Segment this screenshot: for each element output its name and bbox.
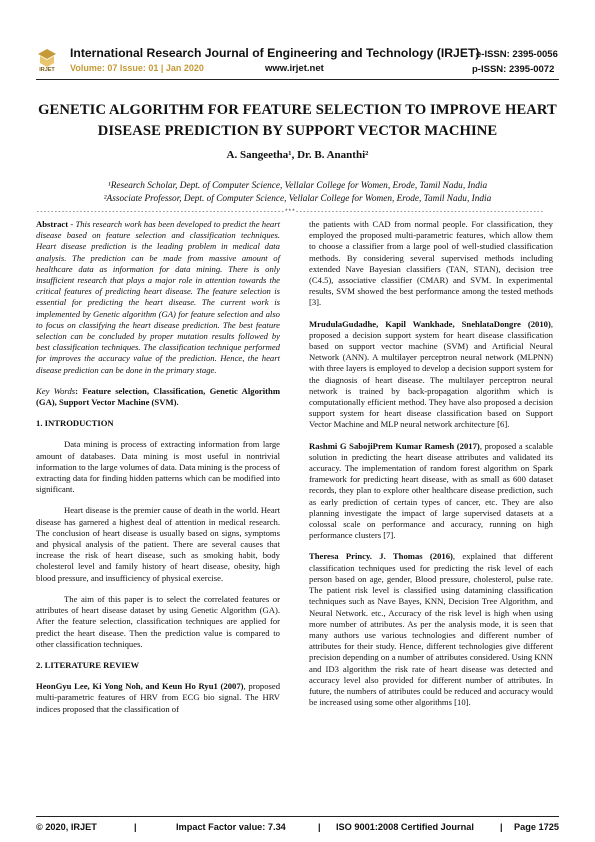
literature-item-3: Rashmi G SabojiPrem Kumar Ramesh (2017), proposed a scalable solution in predicting the heart disease attributes and validated its accuracy. The implementation of random forest algorithm on Spark framework for predicting heart disease, with as small as 600 dataset records, they plan to explore other healthcare disease prediction, such as early prediction of certain types of cancer, etc. They are also planning investigate the impact of large supervised datasets at a colossal scale on performance and accuracy, running on high performance clusters [7]. <box>309 440 553 541</box>
header-rule <box>36 79 559 80</box>
keywords: Key Words: Feature selection, Classification, Genetic Algorithm (GA), Support Vector Machine (SVM). <box>36 385 280 408</box>
irjet-logo-icon <box>36 48 58 72</box>
section-heading-introduction: 1. INTRODUCTION <box>36 418 114 429</box>
literature-item-4: Theresa Princy. J. Thomas (2016), explained that different classification techniques used for predicting the risk level of each person based on age, gender, Blood pressure, cholesterol, pulse rate. The patient risk level is classified using datamining classification techniques such as Nave Bayes, KNN, Decision Tree Algorithm, and Neural Network. etc., Accuracy of the risk level is high when using more number of attributes. As per the analysis mode, it is seen that many authors use various technologies and different number of attributes for their study. Hence, different technologies give different precision depending on a number of attributes considered. Using KNN and ID3 algorithm the risk rate of heart disease was detected and accuracy level also provided for different number of attributes. In future, the numbers of attributes could be reduced and accuracy would be increased using some other algorithms [10]. <box>309 551 553 708</box>
section-heading-literature-review: 2. LITERATURE REVIEW <box>36 659 140 670</box>
affiliation-2: ²Associate Professor, Dept. of Computer Science, Vellalar College for Women, Erode, Tamil Nadu, India <box>103 194 492 204</box>
footer-separator: | <box>318 822 321 832</box>
separator-line: ---------------------------------------------------------------------***--------------------------------------------------------------------- <box>36 208 544 215</box>
footer-copyright: © 2020, IRJET <box>36 822 97 832</box>
literature-continued: the patients with CAD from normal people. For classification, they employed the proposed multi-parametric features, which allow them to choose a classifier from a large pool of well-studied classification methods. By considering several supervised methods including extended Nave Bayesian classifiers (TAN, STAN), decision tree (C4.5), associative classifier (CMAR) and SVM. In experimental results, SVM showed the best performance among the tested methods [3]. <box>309 219 553 308</box>
intro-paragraph-1: Data mining is process of extracting information from large amount of databases. Data mining is most useful in nontrivial information to the large volumes of data. Data mining is the process of extracting data for finding hidden patterns which can be modified into significant. <box>36 439 280 495</box>
right-column <box>309 219 553 708</box>
footer-separator: | <box>500 822 503 832</box>
footer-rule <box>36 816 559 817</box>
p-issn: p-ISSN: 2395-0072 <box>472 64 555 75</box>
footer-page-number: Page 1725 <box>514 822 559 832</box>
footer-separator: | <box>134 822 137 832</box>
affiliation-1: ¹Research Scholar, Dept. of Computer Science, Vellalar College for Women, Erode, Tamil Nadu, India <box>107 181 488 191</box>
footer-iso: ISO 9001:2008 Certified Journal <box>336 822 474 832</box>
svg-text:IRJET: IRJET <box>39 67 55 72</box>
journal-title: International Research Journal of Engineering and Technology (IRJET) <box>70 46 480 60</box>
literature-item-1: HeonGyu Lee, Ki Yong Noh, and Keun Ho Ryu1 (2007), proposed multi-parametric features of HRV from ECG bio signal. The HRV indices proposed that the classification of <box>36 681 281 714</box>
paper-authors: A. Sangeetha¹, Dr. B. Ananthi² <box>226 149 369 161</box>
page-header <box>0 0 595 80</box>
abstract: Abstract - This research work has been developed to predict the heart disease based on feature selection and classification techniques. Heart disease prediction is the leading problem in medical data analysis. The prediction can be made from massive amount of healthcare data as information for data mining. There is only insufficient research that plays a major role in attention towards the critical features of predicting heart disease. The feature selection is essential for predicting the heart disease. The current work is implemented by Genetic algorithm (GA) for feature selection and also to focus on classifying the heart disease prediction. The best feature selection can be concluded by proper mutation results followed by best classification techniques. The classification technique performed for improves the accuracy value of the prediction. Hence, the heart disease prediction can be done in the primary stage. <box>36 219 280 375</box>
intro-paragraph-3: The aim of this paper is to select the correlated features or attributes of heart disease dataset by using Genetic Algorithm (GA). After the feature selection, classification techniques are applied for predict the heart disease. Then the prediction value is compared to other classification techniques. <box>36 593 280 649</box>
literature-item-2: MrudulaGudadhe, Kapil Wankhade, SnehlataDongre (2010), proposed a decision support system for heart disease classification based on support vector machine (SVM) and Artificial Neural Network (ANN). A multilayer perceptron neural network (MLPNN) with three layers is employed to develop a decision support system for the diagnosis of heart disease. The multilayer perceptron neural network is trained by back-propagation algorithm which is computationally efficient method. They have also proposed a decision support system for heart disease classification based on Support Vector Machine and MLP neural network architecture [6]. <box>309 318 553 430</box>
volume-issue: Volume: 07 Issue: 01 | Jan 2020 <box>70 63 204 73</box>
e-issn: e-ISSN: 2395-0056 <box>476 49 558 60</box>
journal-website[interactable]: www.irjet.net <box>265 63 324 74</box>
footer-impact-factor: Impact Factor value: 7.34 <box>176 822 286 832</box>
intro-paragraph-2: Heart disease is the premier cause of death in the world. Heart disease has garnered a highest deal of attention in medical research. The conclusion of heart disease is usually based on signs, symptoms and physical analysis of the patient. There are several causes that increase the risk of heart disease, such as smoking habit, body cholesterol level and family history of heart disease, obesity, high blood pressure, and insufficiency of physical exercise. <box>36 505 280 583</box>
left-column <box>36 219 280 715</box>
paper-title: GENETIC ALGORITHM FOR FEATURE SELECTION TO IMPROVE HEART DISEASE PREDICTION BY SUPPORT VECTOR MACHINE <box>38 102 557 139</box>
